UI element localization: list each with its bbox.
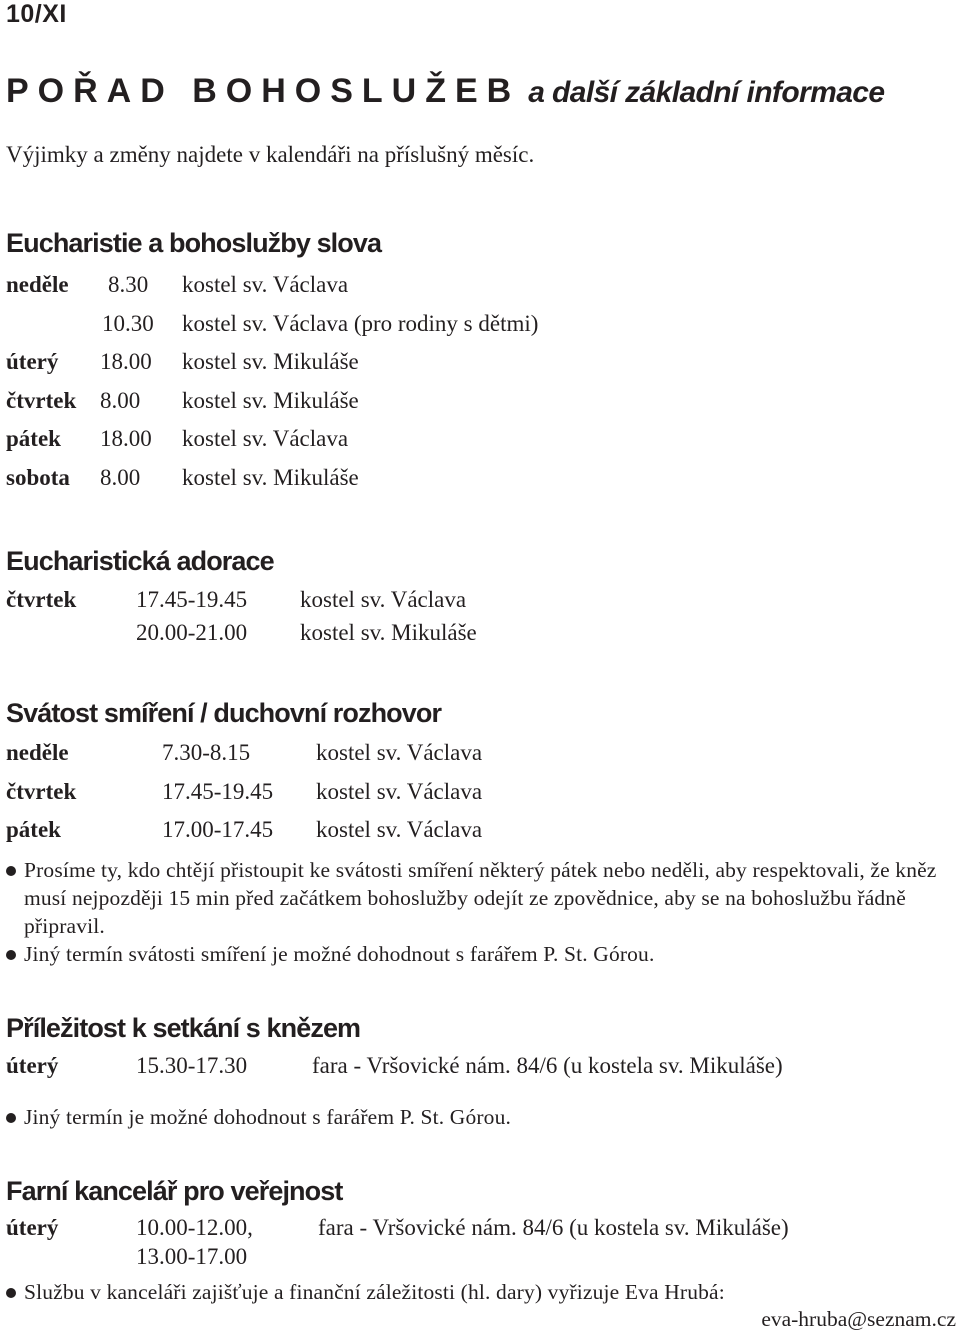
schedule-day: úterý	[6, 1215, 59, 1240]
schedule-day: čtvrtek	[6, 779, 77, 804]
schedule-day: úterý	[6, 349, 59, 374]
schedule-place: kostel sv. Mikuláše	[182, 349, 359, 374]
schedule-time: 8.30	[108, 272, 149, 297]
page-title	[6, 72, 884, 111]
schedule-time: 20.00-21.00	[136, 620, 248, 645]
schedule-place: kostel sv. Václava	[316, 779, 483, 804]
section-heading-smireni: Svátost smíření / duchovní rozhovor	[6, 698, 442, 728]
schedule-day: neděle	[6, 272, 69, 297]
note-item	[6, 856, 946, 940]
note-text: Jiný termín je možné dohodnout s farářem P. St. Górou.	[24, 1105, 511, 1129]
note-item	[6, 940, 946, 968]
schedule-place: fara - Vršovické nám. 84/6 (u kostela sv. Mikuláše)	[312, 1053, 783, 1078]
schedule-time: 10.00-12.00,	[136, 1215, 253, 1240]
bullet-icon	[6, 1288, 16, 1298]
schedule-time: 10.30	[102, 311, 154, 336]
schedule-time: 8.00	[100, 388, 141, 413]
schedule-time: 8.00	[100, 465, 141, 490]
schedule-day: sobota	[6, 465, 70, 490]
schedule-day: neděle	[6, 740, 69, 765]
schedule-time: 18.00	[100, 349, 152, 374]
section-heading-eucharistie: Eucharistie a bohoslužby slova	[6, 228, 382, 258]
note-text: Jiný termín svátosti smíření je možné dohodnout s farářem P. St. Górou.	[24, 942, 655, 966]
schedule-time: 17.45-19.45	[162, 779, 274, 804]
schedule-place: kostel sv. Václava	[182, 272, 349, 297]
title-main: POŘAD BOHOSLUŽEB	[6, 72, 521, 110]
schedule-place: kostel sv. Mikuláše	[182, 465, 359, 490]
schedule-day: pátek	[6, 817, 61, 842]
schedule-place: kostel sv. Václava	[182, 426, 349, 451]
schedule-place: kostel sv. Václava	[316, 817, 483, 842]
schedule-place: kostel sv. Mikuláše	[182, 388, 359, 413]
note-item	[6, 1278, 946, 1306]
schedule-time: 17.45-19.45	[136, 587, 248, 612]
schedule-day: čtvrtek	[6, 587, 77, 612]
schedule-time: 13.00-17.00	[136, 1244, 248, 1269]
contact-email[interactable]: eva-hruba@seznam.cz	[761, 1307, 956, 1331]
schedule-day: úterý	[6, 1053, 59, 1078]
schedule-place: kostel sv. Mikuláše	[300, 620, 477, 645]
schedule-day: čtvrtek	[6, 388, 77, 413]
section-heading-setkani: Příležitost k setkání s knězem	[6, 1013, 361, 1043]
title-subtitle: a další základní informace	[528, 76, 885, 109]
schedule-place: fara - Vršovické nám. 84/6 (u kostela sv. Mikuláše)	[318, 1215, 789, 1240]
note-text: Službu v kanceláři zajišťuje a finanční záležitosti (hl. dary) vyřizuje Eva Hrubá:	[24, 1280, 725, 1304]
schedule-place: kostel sv. Václava	[316, 740, 483, 765]
schedule-place: kostel sv. Václava (pro rodiny s dětmi)	[182, 311, 539, 336]
schedule-time: 17.00-17.45	[162, 817, 274, 842]
schedule-time: 15.30-17.30	[136, 1053, 248, 1078]
note-text: Prosíme ty, kdo chtějí přistoupit ke svátosti smíření některý pátek nebo neděli, aby respektovali, že kněz musí nejpozději 15 min před začátkem bohoslužby odejít ze zpovědnice, aby se na bohoslužbu řádně připravil.	[24, 858, 937, 938]
page-number: 10/XI	[6, 0, 67, 28]
bullet-icon	[6, 1113, 16, 1123]
note-item	[6, 1103, 946, 1131]
bullet-icon	[6, 950, 16, 960]
schedule-time: 18.00	[100, 426, 152, 451]
intro-text: Výjimky a změny najdete v kalendáři na příslušný měsíc.	[6, 142, 535, 167]
schedule-day: pátek	[6, 426, 61, 451]
bullet-icon	[6, 866, 16, 876]
section-heading-kancelar: Farní kancelář pro veřejnost	[6, 1176, 343, 1206]
schedule-time: 7.30-8.15	[162, 740, 251, 765]
section-heading-adorace: Eucharistická adorace	[6, 546, 274, 576]
schedule-place: kostel sv. Václava	[300, 587, 467, 612]
